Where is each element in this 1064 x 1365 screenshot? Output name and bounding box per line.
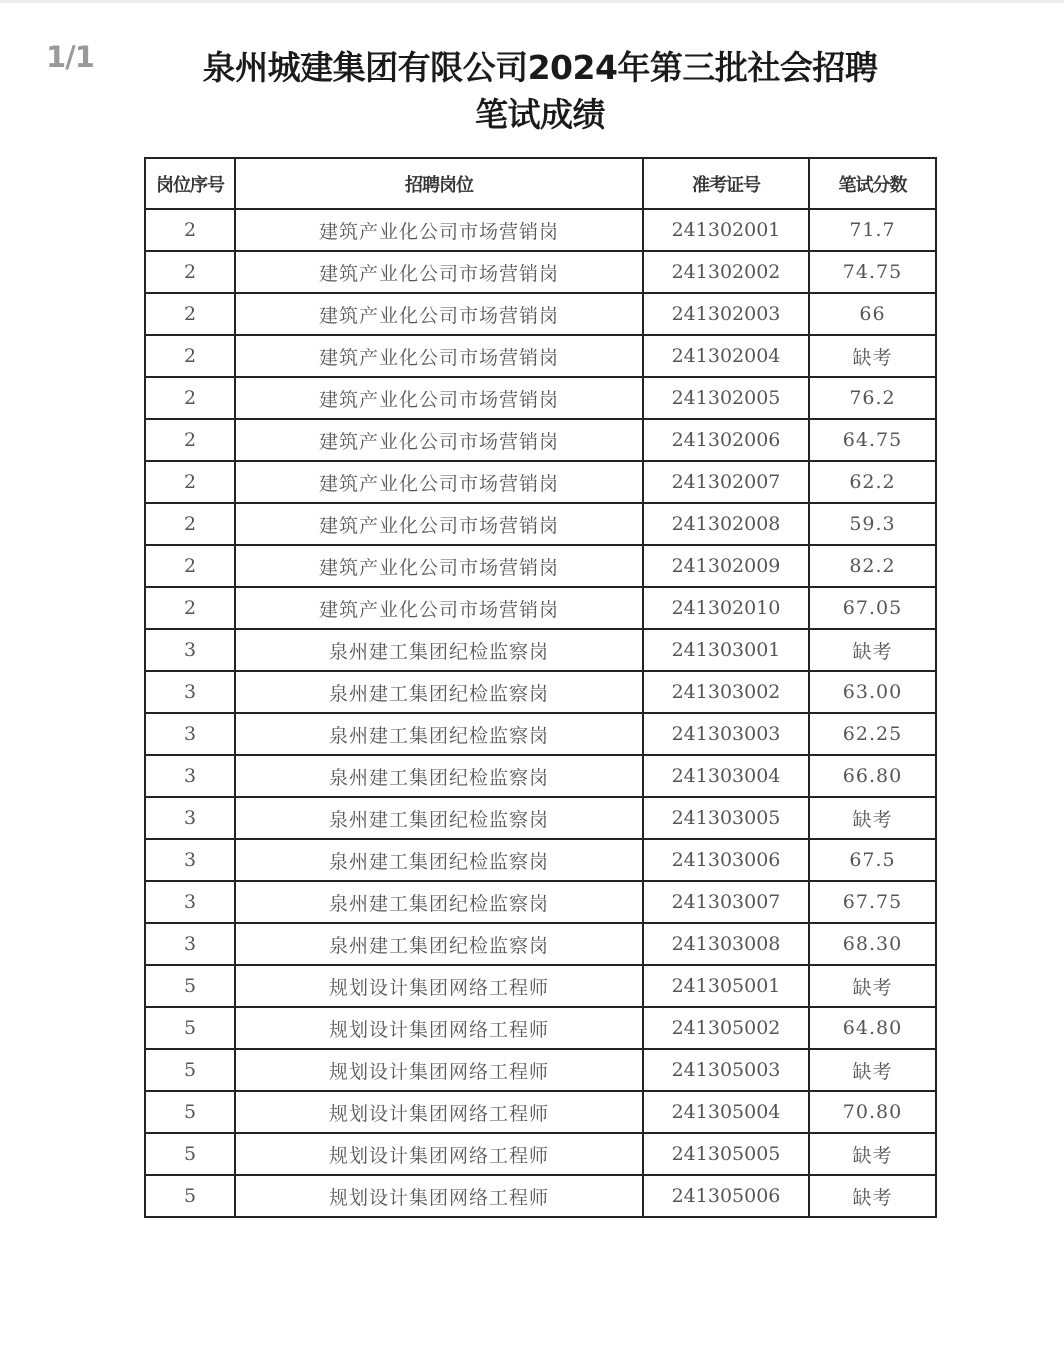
cell-position-name: 建筑产业化公司市场营销岗 bbox=[235, 587, 643, 629]
table-row bbox=[145, 629, 936, 671]
cell-ticket-number: 241302009 bbox=[643, 545, 809, 587]
cell-position-name: 泉州建工集团纪检监察岗 bbox=[235, 755, 643, 797]
cell-position-name: 建筑产业化公司市场营销岗 bbox=[235, 419, 643, 461]
cell-position-seq: 3 bbox=[145, 797, 235, 839]
cell-ticket-number: 241305002 bbox=[643, 1007, 809, 1049]
cell-position-name: 规划设计集团网络工程师 bbox=[235, 1091, 643, 1133]
cell-position-name: 建筑产业化公司市场营销岗 bbox=[235, 251, 643, 293]
cell-position-seq: 2 bbox=[145, 503, 235, 545]
top-divider bbox=[0, 0, 1064, 3]
cell-position-seq: 3 bbox=[145, 923, 235, 965]
cell-written-score: 缺考 bbox=[809, 1175, 936, 1217]
cell-position-seq: 5 bbox=[145, 1049, 235, 1091]
cell-position-name: 泉州建工集团纪检监察岗 bbox=[235, 713, 643, 755]
cell-ticket-number: 241302006 bbox=[643, 419, 809, 461]
cell-position-name: 泉州建工集团纪检监察岗 bbox=[235, 923, 643, 965]
cell-ticket-number: 241302007 bbox=[643, 461, 809, 503]
table-row bbox=[145, 251, 936, 293]
document-title bbox=[140, 44, 940, 138]
scores-table bbox=[144, 157, 937, 1218]
cell-position-seq: 3 bbox=[145, 839, 235, 881]
table-row bbox=[145, 545, 936, 587]
cell-position-seq: 2 bbox=[145, 335, 235, 377]
cell-position-name: 泉州建工集团纪检监察岗 bbox=[235, 881, 643, 923]
table-row bbox=[145, 839, 936, 881]
cell-ticket-number: 241302002 bbox=[643, 251, 809, 293]
cell-position-seq: 3 bbox=[145, 755, 235, 797]
cell-position-seq: 3 bbox=[145, 713, 235, 755]
cell-position-seq: 2 bbox=[145, 461, 235, 503]
document-title-line-1: 泉州城建集团有限公司2024年第三批社会招聘 bbox=[202, 48, 878, 87]
cell-written-score: 62.2 bbox=[809, 461, 936, 503]
header-position-seq: 岗位序号 bbox=[145, 158, 235, 209]
table-row bbox=[145, 1007, 936, 1049]
cell-ticket-number: 241302005 bbox=[643, 377, 809, 419]
cell-position-name: 建筑产业化公司市场营销岗 bbox=[235, 545, 643, 587]
table-row bbox=[145, 1133, 936, 1175]
table-row bbox=[145, 1175, 936, 1217]
cell-written-score: 67.05 bbox=[809, 587, 936, 629]
cell-position-seq: 3 bbox=[145, 671, 235, 713]
cell-position-seq: 5 bbox=[145, 1007, 235, 1049]
cell-position-name: 规划设计集团网络工程师 bbox=[235, 1175, 643, 1217]
cell-position-seq: 2 bbox=[145, 251, 235, 293]
cell-ticket-number: 241305005 bbox=[643, 1133, 809, 1175]
cell-written-score: 67.75 bbox=[809, 881, 936, 923]
cell-position-seq: 5 bbox=[145, 1091, 235, 1133]
table-row bbox=[145, 965, 936, 1007]
table-row bbox=[145, 209, 936, 251]
cell-written-score: 66.80 bbox=[809, 755, 936, 797]
cell-written-score: 缺考 bbox=[809, 335, 936, 377]
cell-position-name: 规划设计集团网络工程师 bbox=[235, 965, 643, 1007]
page-counter: 1/1 bbox=[46, 40, 94, 74]
header-position-name: 招聘岗位 bbox=[235, 158, 643, 209]
header-written-score: 笔试分数 bbox=[809, 158, 936, 209]
cell-written-score: 缺考 bbox=[809, 1049, 936, 1091]
cell-position-seq: 2 bbox=[145, 293, 235, 335]
cell-position-name: 建筑产业化公司市场营销岗 bbox=[235, 209, 643, 251]
cell-position-name: 建筑产业化公司市场营销岗 bbox=[235, 377, 643, 419]
cell-ticket-number: 241303002 bbox=[643, 671, 809, 713]
cell-ticket-number: 241303005 bbox=[643, 797, 809, 839]
cell-written-score: 缺考 bbox=[809, 1133, 936, 1175]
cell-position-name: 建筑产业化公司市场营销岗 bbox=[235, 503, 643, 545]
cell-ticket-number: 241303004 bbox=[643, 755, 809, 797]
table-row bbox=[145, 419, 936, 461]
cell-written-score: 62.25 bbox=[809, 713, 936, 755]
cell-position-name: 建筑产业化公司市场营销岗 bbox=[235, 293, 643, 335]
cell-written-score: 63.00 bbox=[809, 671, 936, 713]
cell-written-score: 71.7 bbox=[809, 209, 936, 251]
table-row bbox=[145, 671, 936, 713]
cell-written-score: 缺考 bbox=[809, 629, 936, 671]
cell-written-score: 缺考 bbox=[809, 797, 936, 839]
header-ticket-number: 准考证号 bbox=[643, 158, 809, 209]
cell-position-seq: 2 bbox=[145, 545, 235, 587]
cell-position-name: 规划设计集团网络工程师 bbox=[235, 1049, 643, 1091]
table-body bbox=[145, 209, 936, 1217]
table-header-row bbox=[145, 158, 936, 209]
cell-ticket-number: 241305004 bbox=[643, 1091, 809, 1133]
cell-written-score: 64.75 bbox=[809, 419, 936, 461]
cell-position-name: 泉州建工集团纪检监察岗 bbox=[235, 797, 643, 839]
cell-written-score: 64.80 bbox=[809, 1007, 936, 1049]
cell-written-score: 70.80 bbox=[809, 1091, 936, 1133]
cell-written-score: 74.75 bbox=[809, 251, 936, 293]
cell-ticket-number: 241305001 bbox=[643, 965, 809, 1007]
table-row bbox=[145, 797, 936, 839]
cell-position-name: 泉州建工集团纪检监察岗 bbox=[235, 671, 643, 713]
cell-position-seq: 2 bbox=[145, 419, 235, 461]
cell-position-name: 建筑产业化公司市场营销岗 bbox=[235, 461, 643, 503]
table-row bbox=[145, 881, 936, 923]
table-row bbox=[145, 1091, 936, 1133]
table-row bbox=[145, 293, 936, 335]
table-row bbox=[145, 503, 936, 545]
cell-written-score: 缺考 bbox=[809, 965, 936, 1007]
cell-ticket-number: 241303001 bbox=[643, 629, 809, 671]
cell-written-score: 68.30 bbox=[809, 923, 936, 965]
document-title-line-2: 笔试成绩 bbox=[475, 95, 605, 134]
cell-position-seq: 2 bbox=[145, 377, 235, 419]
cell-ticket-number: 241305006 bbox=[643, 1175, 809, 1217]
cell-written-score: 67.5 bbox=[809, 839, 936, 881]
cell-position-name: 泉州建工集团纪检监察岗 bbox=[235, 629, 643, 671]
cell-ticket-number: 241302004 bbox=[643, 335, 809, 377]
cell-ticket-number: 241302001 bbox=[643, 209, 809, 251]
cell-position-seq: 5 bbox=[145, 1133, 235, 1175]
table-row bbox=[145, 755, 936, 797]
cell-position-name: 规划设计集团网络工程师 bbox=[235, 1007, 643, 1049]
table-row bbox=[145, 335, 936, 377]
cell-position-seq: 5 bbox=[145, 1175, 235, 1217]
cell-written-score: 59.3 bbox=[809, 503, 936, 545]
cell-position-seq: 2 bbox=[145, 587, 235, 629]
cell-ticket-number: 241303003 bbox=[643, 713, 809, 755]
cell-position-seq: 3 bbox=[145, 881, 235, 923]
table-row bbox=[145, 377, 936, 419]
table-row bbox=[145, 923, 936, 965]
cell-ticket-number: 241302008 bbox=[643, 503, 809, 545]
cell-written-score: 76.2 bbox=[809, 377, 936, 419]
cell-written-score: 82.2 bbox=[809, 545, 936, 587]
cell-position-seq: 5 bbox=[145, 965, 235, 1007]
cell-position-name: 建筑产业化公司市场营销岗 bbox=[235, 335, 643, 377]
cell-ticket-number: 241305003 bbox=[643, 1049, 809, 1091]
cell-written-score: 66 bbox=[809, 293, 936, 335]
cell-ticket-number: 241303007 bbox=[643, 881, 809, 923]
cell-position-seq: 3 bbox=[145, 629, 235, 671]
cell-position-name: 规划设计集团网络工程师 bbox=[235, 1133, 643, 1175]
cell-ticket-number: 241302003 bbox=[643, 293, 809, 335]
table-row bbox=[145, 461, 936, 503]
table-row bbox=[145, 1049, 936, 1091]
cell-ticket-number: 241303008 bbox=[643, 923, 809, 965]
table-row bbox=[145, 587, 936, 629]
cell-ticket-number: 241303006 bbox=[643, 839, 809, 881]
cell-position-name: 泉州建工集团纪检监察岗 bbox=[235, 839, 643, 881]
table-row bbox=[145, 713, 936, 755]
cell-position-seq: 2 bbox=[145, 209, 235, 251]
cell-ticket-number: 241302010 bbox=[643, 587, 809, 629]
